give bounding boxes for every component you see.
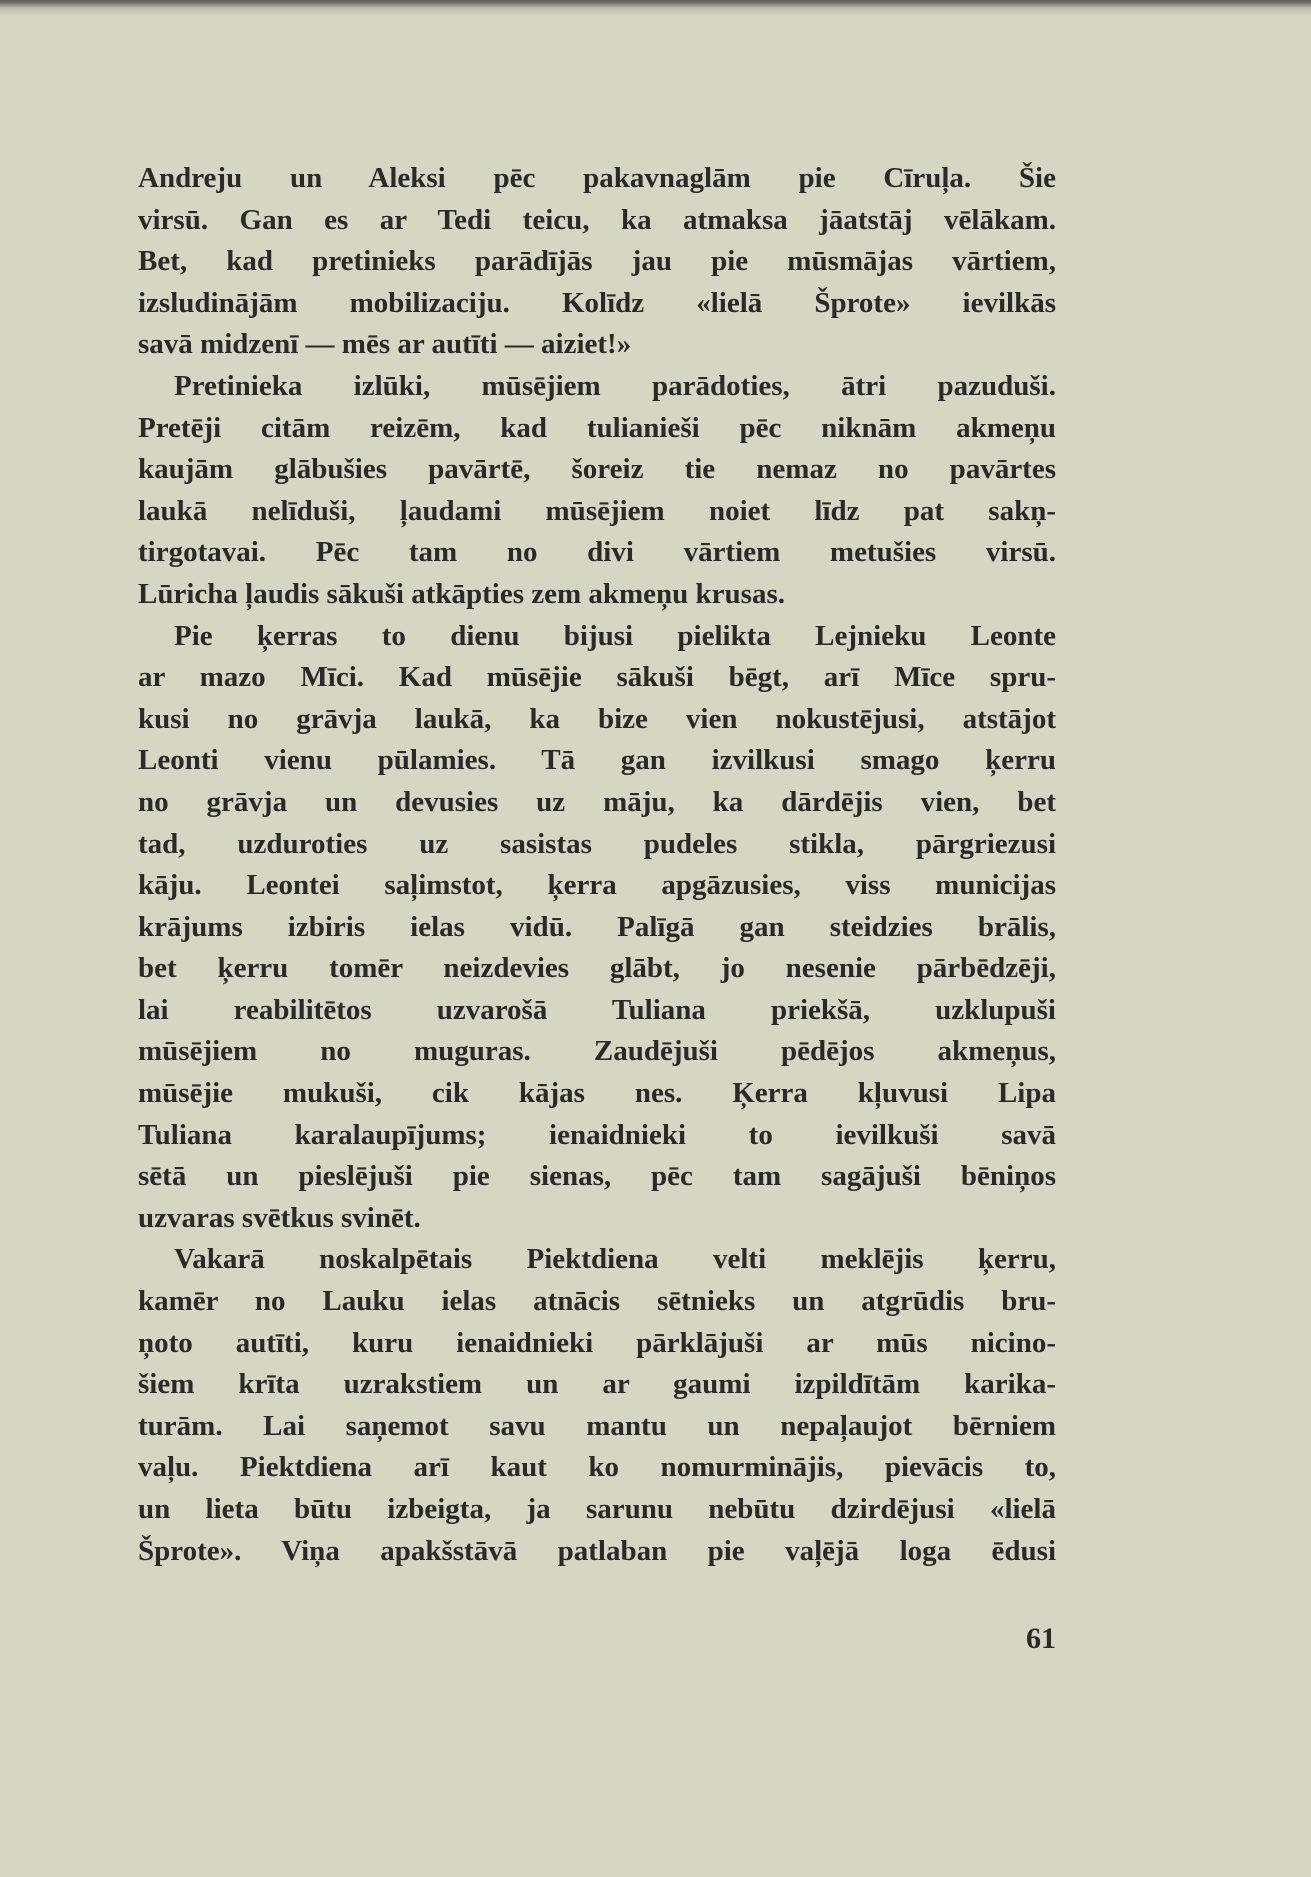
text-line-18: kāju. Leontei saļimstot, ķerra apgāzusies, viss municijas [138, 869, 1056, 902]
text-line-23: mūsējie mukuši, cik kājas nes. Ķerra kļuvusi Lipa [138, 1077, 1056, 1110]
text-line-22: mūsējiem no muguras. Zaudējuši pēdējos akmeņus, [138, 1035, 1056, 1068]
text-line-13: ar mazo Mīci. Kad mūsējie sākuši bēgt, arī Mīce spru- [138, 661, 1056, 694]
text-line-4: izsludinājām mobilizaciju. Kolīdz «lielā Šprote» ievilkās [138, 286, 1056, 319]
text-line-10: tirgotavai. Pēc tam no divi vārtiem metušies virsū. [138, 536, 1056, 569]
text-line-8: kaujām glābušies pavārtē, šoreiz tie nemaz no pavārtes [138, 453, 1056, 486]
text-line-9: laukā nelīduši, ļaudami mūsējiem noiet līdz pat sakņ- [138, 494, 1056, 527]
text-line-11: Lūricha ļaudis sākuši atkāpties zem akmeņu krusas. [138, 577, 785, 610]
text-line-33: un lieta būtu izbeigta, ja sarunu nebūtu dzirdējusi «lielā [138, 1493, 1056, 1525]
text-line-27: Vakarā noskalpētais Piektdiena velti meklējis ķerru, [174, 1243, 1056, 1276]
page-number: 61 [1026, 1622, 1056, 1655]
text-line-17: tad, uzduroties uz sasistas pudeles stikla, pārgriezusi [138, 827, 1056, 860]
text-line-19: krājums izbiris ielas vidū. Palīgā gan steidzies brālis, [138, 910, 1056, 943]
text-line-2: virsū. Gan es ar Tedi teicu, ka atmaksa jāatstāj vēlākam. [138, 203, 1056, 236]
text-line-3: Bet, kad pretinieks parādījās jau pie mūsmājas vārtiem, [138, 245, 1056, 278]
text-line-14: kusi no grāvja laukā, ka bize vien nokustējusi, atstājot [138, 702, 1056, 735]
text-line-29: ņoto autīti, kuru ienaidnieki pārklājuši ar mūs nicino- [138, 1326, 1056, 1359]
text-line-12: Pie ķerras to dienu bijusi pielikta Lejnieku Leonte [174, 619, 1056, 652]
text-line-1: Andreju un Aleksi pēc pakavnaglām pie Cīruļa. Šie [138, 162, 1056, 194]
text-line-28: kamēr no Lauku ielas atnācis sētnieks un atgrūdis bru- [138, 1285, 1056, 1318]
text-line-6: Pretinieka izlūki, mūsējiem parādoties, ātri pazuduši. [174, 369, 1056, 402]
text-line-16: no grāvja un devusies uz māju, ka dārdējis vien, bet [138, 785, 1056, 818]
text-line-21: lai reabilitētos uzvarošā Tuliana priekšā, uzklupuši [138, 993, 1056, 1026]
text-line-25: sētā un pieslējuši pie sienas, pēc tam sagājuši bēniņos [138, 1160, 1056, 1193]
text-line-32: vaļu. Piektdiena arī kaut ko nomurminājis, pievācis to, [138, 1451, 1056, 1484]
text-line-26: uzvaras svētkus svinēt. [138, 1201, 421, 1234]
body-text [138, 158, 1056, 1572]
text-line-34: Šprote». Viņa apakšstāvā patlaban pie vaļējā loga ēdusi [138, 1534, 1056, 1567]
text-line-30: šiem krīta uzrakstiem un ar gaumi izpildītām karika- [138, 1368, 1056, 1401]
text-line-15: Leonti vienu pūlamies. Tā gan izvilkusi smago ķerru [138, 744, 1056, 777]
top-page-edge [0, 0, 1311, 16]
text-line-20: bet ķerru tomēr neizdevies glābt, jo nesenie pārbēdzēji, [138, 952, 1056, 985]
text-line-24: Tuliana karalaupījums; ienaidnieki to ievilkuši savā [138, 1118, 1056, 1151]
text-line-5: savā midzenī — mēs ar autīti — aiziet!» [138, 328, 632, 361]
text-line-31: turām. Lai saņemot savu mantu un nepaļaujot bērniem [138, 1409, 1056, 1442]
text-line-7: Pretēji citām reizēm, kad tulianieši pēc niknām akmeņu [138, 411, 1056, 444]
